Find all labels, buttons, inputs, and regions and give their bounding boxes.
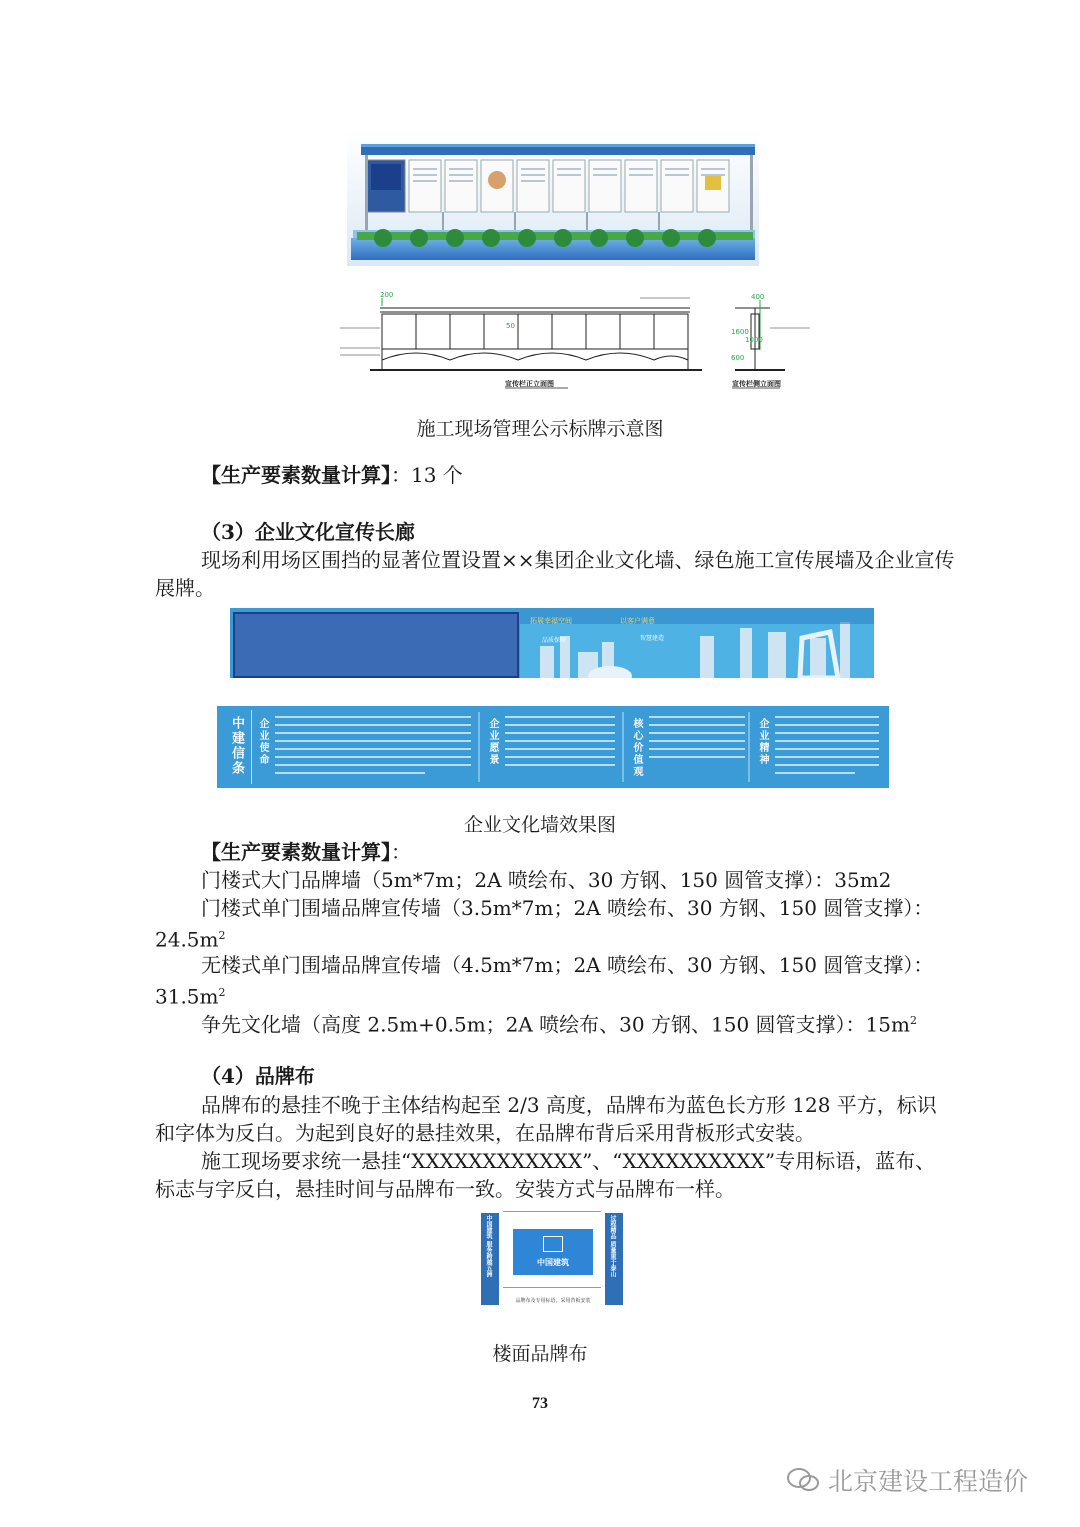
skyline-svg	[520, 608, 874, 678]
figure1-caption: 施工现场管理公示标牌示意图	[416, 418, 664, 440]
calc2-colon: ：	[391, 840, 411, 864]
banner-text-3: 品质保障	[542, 637, 567, 644]
right-vertical-banner	[605, 1213, 623, 1305]
section4-heading: （4）品牌布	[201, 1064, 315, 1088]
billboard-rendering	[347, 130, 759, 266]
calc2-item-4-text: 争先文化墙（高度 2.5m+0.5m；2A 喷绘布、30 方钢、150 圆管支撑）：15m	[201, 1012, 910, 1037]
calc2-item-3-sup: 2	[218, 986, 226, 999]
calc2-item-2-value	[155, 922, 226, 954]
left-banner-text: 中国建筑 服务跨越五洲	[485, 1215, 492, 1278]
dim-600: 600	[731, 354, 745, 362]
banner-note: 品牌布及专用标语，采用背板安装	[515, 1298, 591, 1304]
left-vertical-banner	[481, 1213, 499, 1305]
wall-panel-2: 企业愿景	[487, 718, 498, 766]
section4-paragraph-2: 施工现场要求统一悬挂“XXXXXXXXXXXX”、“XXXXXXXXXX”专用标语，蓝布、标志与字反白，悬挂时间与品牌布一致。安装方式与品牌布一样。	[155, 1149, 936, 1201]
billboard-drawing-svg	[340, 290, 810, 400]
dim-1000: 1000	[745, 336, 763, 344]
culture-wall-bottom	[217, 706, 889, 788]
billboard-drawing	[340, 290, 810, 400]
wechat-icon	[786, 1466, 820, 1494]
figure3-caption: 楼面品牌布	[492, 1343, 588, 1365]
center-brand-panel	[513, 1229, 593, 1275]
wall-panel-1: 企业使命	[257, 718, 268, 766]
dim-50: 50	[506, 322, 515, 330]
wall-panel-0: 中建信条	[229, 716, 244, 776]
page-number: 73	[532, 1395, 548, 1412]
calc2-item-4	[201, 1007, 917, 1039]
section3-heading: （3）企业文化宣传长廊	[201, 520, 415, 544]
culture-banner-top	[230, 608, 874, 678]
calc2-item-3-value	[155, 979, 226, 1011]
dim-400: 400	[751, 293, 765, 301]
figure2-caption: 企业文化墙效果图	[463, 814, 616, 836]
calc2-item-1: 门楼式大门品牌墙（5m*7m；2A 喷绘布、30 方钢、150 圆管支撑）：35m2	[201, 868, 892, 892]
calc1-value: ：13 个	[391, 463, 463, 487]
watermark-text: 北京建设工程造价	[827, 1467, 1028, 1496]
billboard-rendering-svg	[347, 130, 759, 266]
watermark	[786, 1462, 1066, 1502]
calc2-item-3: 无楼式单门围墙品牌宣传墙（4.5m*7m；2A 喷绘布、30 方钢、150 圆管支撑）：	[201, 953, 934, 977]
side-view-label: 宣传栏侧立面图	[732, 380, 781, 388]
calc1-line	[201, 461, 463, 489]
right-banner-text: 过程精品 质量重于泰山	[609, 1215, 616, 1278]
brand-logo-icon	[543, 1236, 563, 1252]
banner-text-4: 智慧建造	[640, 635, 665, 642]
dim-1600: 1600	[731, 328, 749, 336]
banner-text-2: 以客户满意	[620, 617, 655, 625]
calc2-item-2: 门楼式单门围墙品牌宣传墙（3.5m*7m；2A 喷绘布、30 方钢、150 圆管支撑）：	[201, 896, 934, 920]
wall-panel-3: 核心价值观	[631, 718, 642, 778]
section4-paragraph-1: 品牌布的悬挂不晚于主体结构起至 2/3 高度，品牌布为蓝色长方形 128 平方，标识和字体为反白。为起到良好的悬挂效果，在品牌布背后采用背板形式安装。	[155, 1093, 937, 1145]
blank-banner-panel	[233, 612, 519, 678]
banner-text-1: 拓展幸福空间	[530, 617, 572, 625]
calc1-label: 【生产要素数量计算】	[201, 463, 391, 487]
calc2-item-2-sup: 2	[218, 929, 226, 942]
wall-panel-4: 企业精神	[757, 718, 768, 766]
floor-brand-banner	[477, 1207, 627, 1311]
front-view-label: 宣传栏正立面图	[505, 380, 554, 388]
calc2-item-4-sup: 2	[909, 1014, 917, 1027]
brand-logo-text: 中国建筑	[537, 1258, 569, 1267]
dim-200: 200	[380, 291, 394, 299]
calc2-item-2-amount: 24.5m	[155, 927, 219, 952]
calc2-line	[201, 838, 411, 866]
section3-paragraph: 现场利用场区围挡的显著位置设置××集团企业文化墙、绿色施工宣传展墙及企业宣传展牌。	[155, 548, 955, 600]
wall-text-lines	[217, 706, 889, 788]
calc2-item-3-amount: 31.5m	[155, 984, 219, 1009]
calc2-label: 【生产要素数量计算】	[201, 840, 391, 864]
